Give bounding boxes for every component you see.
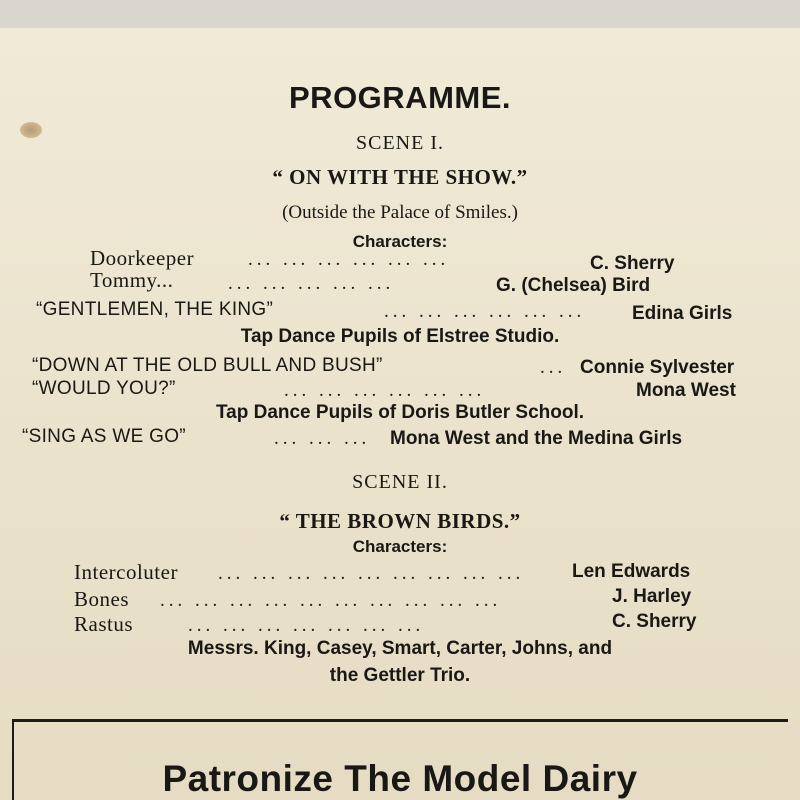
performer-len-edwards: Len Edwards — [572, 561, 691, 582]
scene-1-characters-label: Characters: — [352, 232, 448, 251]
performer-g-bird: G. (Chelsea) Bird — [496, 275, 651, 296]
leader-dots: ... ... ... ... ... ... ... — [188, 615, 425, 636]
leader-dots: ... ... ... ... ... — [228, 273, 395, 294]
scene-1-title: “ ON WITH THE SHOW.” — [272, 165, 528, 189]
role-tommy: Tommy... — [90, 268, 174, 292]
role-intercoluter: Intercoluter — [74, 560, 178, 584]
programme-heading: PROGRAMME. — [289, 80, 511, 115]
performer-j-harley: J. Harley — [612, 586, 692, 607]
role-bones: Bones — [74, 587, 129, 611]
leader-dots: ... ... ... ... ... ... ... ... ... ... — [160, 590, 502, 611]
performer-c-sherry-2: C. Sherry — [612, 611, 697, 632]
performer-edina-girls: Edina Girls — [632, 303, 733, 324]
song-gentlemen-the-king: “GENTLEMEN, THE KING” — [36, 299, 274, 320]
divider-rule — [12, 719, 788, 722]
leader-dots: ... ... ... — [274, 428, 371, 449]
leader-dots: ... ... ... ... ... ... — [284, 380, 486, 401]
leader-dots: ... — [540, 357, 567, 378]
leader-dots: ... ... ... ... ... ... — [384, 301, 586, 322]
scene-2-label: SCENE II. — [352, 471, 448, 493]
role-rastus: Rastus — [74, 612, 134, 636]
leader-dots: ... ... ... ... ... ... ... ... ... — [218, 563, 525, 584]
cast-line-1: Messrs. King, Casey, Smart, Carter, Johns, and — [187, 638, 613, 659]
song-down-at-the-old-bull: “DOWN AT THE OLD BULL AND BUSH” — [32, 355, 383, 376]
note-elstree: Tap Dance Pupils of Elstree Studio. — [240, 326, 560, 347]
scene-2-title: “ THE BROWN BIRDS.” — [279, 509, 521, 533]
performer-mona-west: Mona West — [636, 380, 736, 401]
scene-1-label: SCENE I. — [356, 132, 444, 154]
scene-1-setting: (Outside the Palace of Smiles.) — [282, 202, 518, 223]
role-doorkeeper: Doorkeeper — [90, 246, 195, 270]
scene-2-characters-label: Characters: — [352, 537, 448, 556]
song-sing-as-we-go: “SING AS WE GO” — [22, 426, 186, 447]
performer-c-sherry: C. Sherry — [590, 253, 675, 274]
note-doris-butler: Tap Dance Pupils of Doris Butler School. — [215, 402, 585, 423]
performer-mona-west-medina: Mona West and the Medina Girls — [390, 428, 683, 449]
song-would-you: “WOULD YOU?” — [32, 378, 176, 399]
performer-connie-sylvester: Connie Sylvester — [580, 357, 735, 378]
advert-model-dairy: Patronize The Model Dairy — [162, 758, 638, 799]
leader-dots: ... ... ... ... ... ... — [248, 249, 450, 270]
cast-line-2: the Gettler Trio. — [329, 665, 471, 686]
